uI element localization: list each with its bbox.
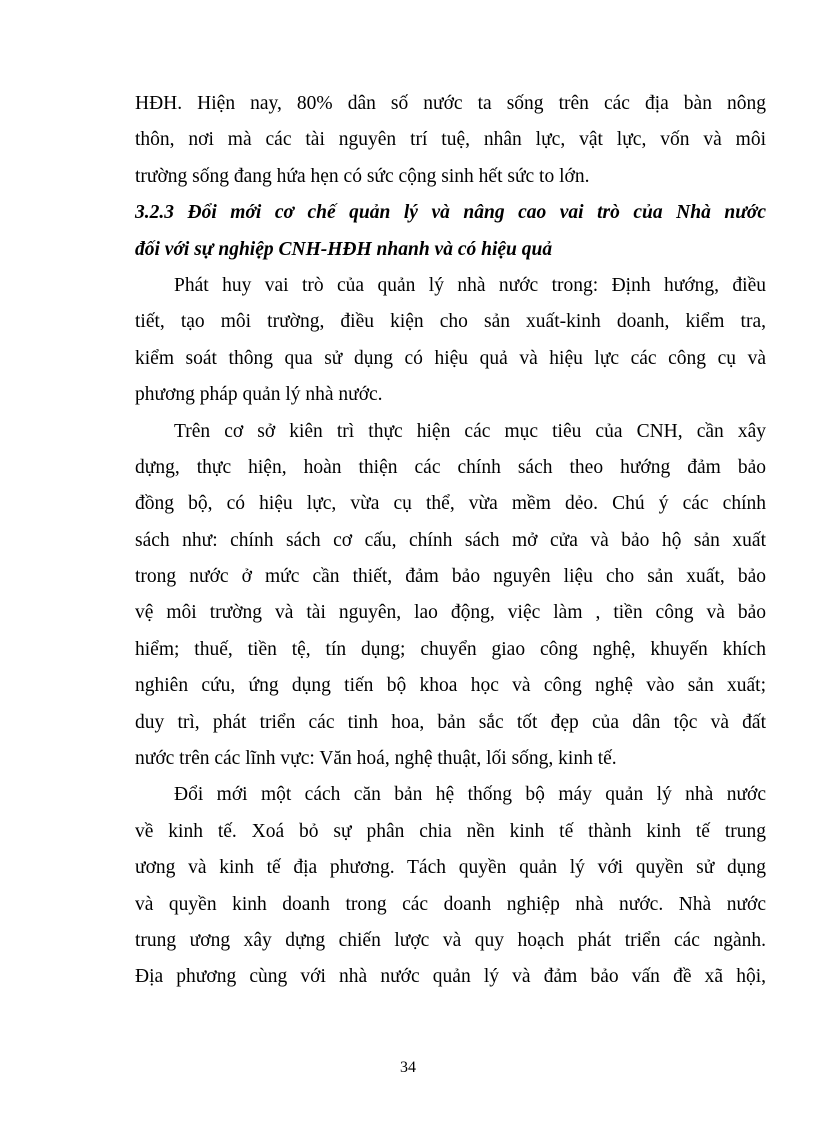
body-line: thôn, nơi mà các tài nguyên trí tuệ, nhân lực, vật lực, vốn và môi [135, 129, 766, 151]
body-line: Trên cơ sở kiên trì thực hiện các mục tiêu của CNH, cần xây [174, 420, 766, 442]
body-line: nước trên các lĩnh vực: Văn hoá, nghệ thuật, lối sống, kinh tế. [135, 748, 617, 770]
body-line: trường sống đang hứa hẹn có sức cộng sinh hết sức to lớn. [135, 165, 590, 187]
body-line: Đổi mới một cách căn bản hệ thống bộ máy quản lý nhà nước [174, 784, 766, 806]
body-line: HĐH. Hiện nay, 80% dân số nước ta sống trên các địa bàn nông [135, 93, 766, 114]
body-line: hiểm; thuế, tiền tệ, tín dụng; chuyển giao công nghệ, khuyến khích [135, 638, 766, 660]
body-line: phương pháp quản lý nhà nước. [135, 384, 383, 406]
body-line: vệ môi trường và tài nguyên, lao động, việc làm , tiền công và bảo [135, 602, 766, 624]
body-line: ương và kinh tế địa phương. Tách quyền quản lý với quyền sử dụng [135, 857, 766, 879]
page-number: 34 [400, 1059, 416, 1076]
body-line: tiết, tạo môi trường, điều kiện cho sản xuất-kinh doanh, kiểm tra, [135, 311, 766, 333]
body-line: Phát huy vai trò của quản lý nhà nước trong: Định hướng, điều [174, 274, 766, 296]
section-heading: 3.2.3 Đổi mới cơ chế quản lý và nâng cao vai trò của Nhà nước [135, 202, 766, 224]
body-line: về kinh tế. Xoá bỏ sự phân chia nền kinh tế thành kinh tế trung [135, 820, 766, 842]
body-line: dựng, thực hiện, hoàn thiện các chính sách theo hướng đảm bảo [135, 456, 766, 478]
body-line: Địa phương cùng với nhà nước quản lý và đảm bảo vấn đề xã hội, [135, 966, 766, 988]
body-line: trung ương xây dựng chiến lược và quy hoạch phát triển các ngành. [135, 929, 766, 951]
body-line: nghiên cứu, ứng dụng tiến bộ khoa học và công nghệ vào sản xuất; [135, 675, 766, 697]
body-line: đồng bộ, có hiệu lực, vừa cụ thể, vừa mềm dẻo. Chú ý các chính [135, 493, 766, 515]
body-line: trong nước ở mức cần thiết, đảm bảo nguyên liệu cho sản xuất, bảo [135, 566, 766, 588]
body-line: sách như: chính sách cơ cấu, chính sách mở cửa và bảo hộ sản xuất [135, 529, 766, 551]
section-heading: đối với sự nghiệp CNH-HĐH nhanh và có hiệu quả [135, 238, 553, 260]
body-line: kiểm soát thông qua sử dụng có hiệu quả và hiệu lực các công cụ và [135, 347, 766, 369]
document-page [135, 86, 766, 996]
body-line: duy trì, phát triển các tinh hoa, bản sắc tốt đẹp của dân tộc và đất [135, 711, 766, 733]
body-line: và quyền kinh doanh trong các doanh nghiệp nhà nước. Nhà nước [135, 893, 766, 915]
